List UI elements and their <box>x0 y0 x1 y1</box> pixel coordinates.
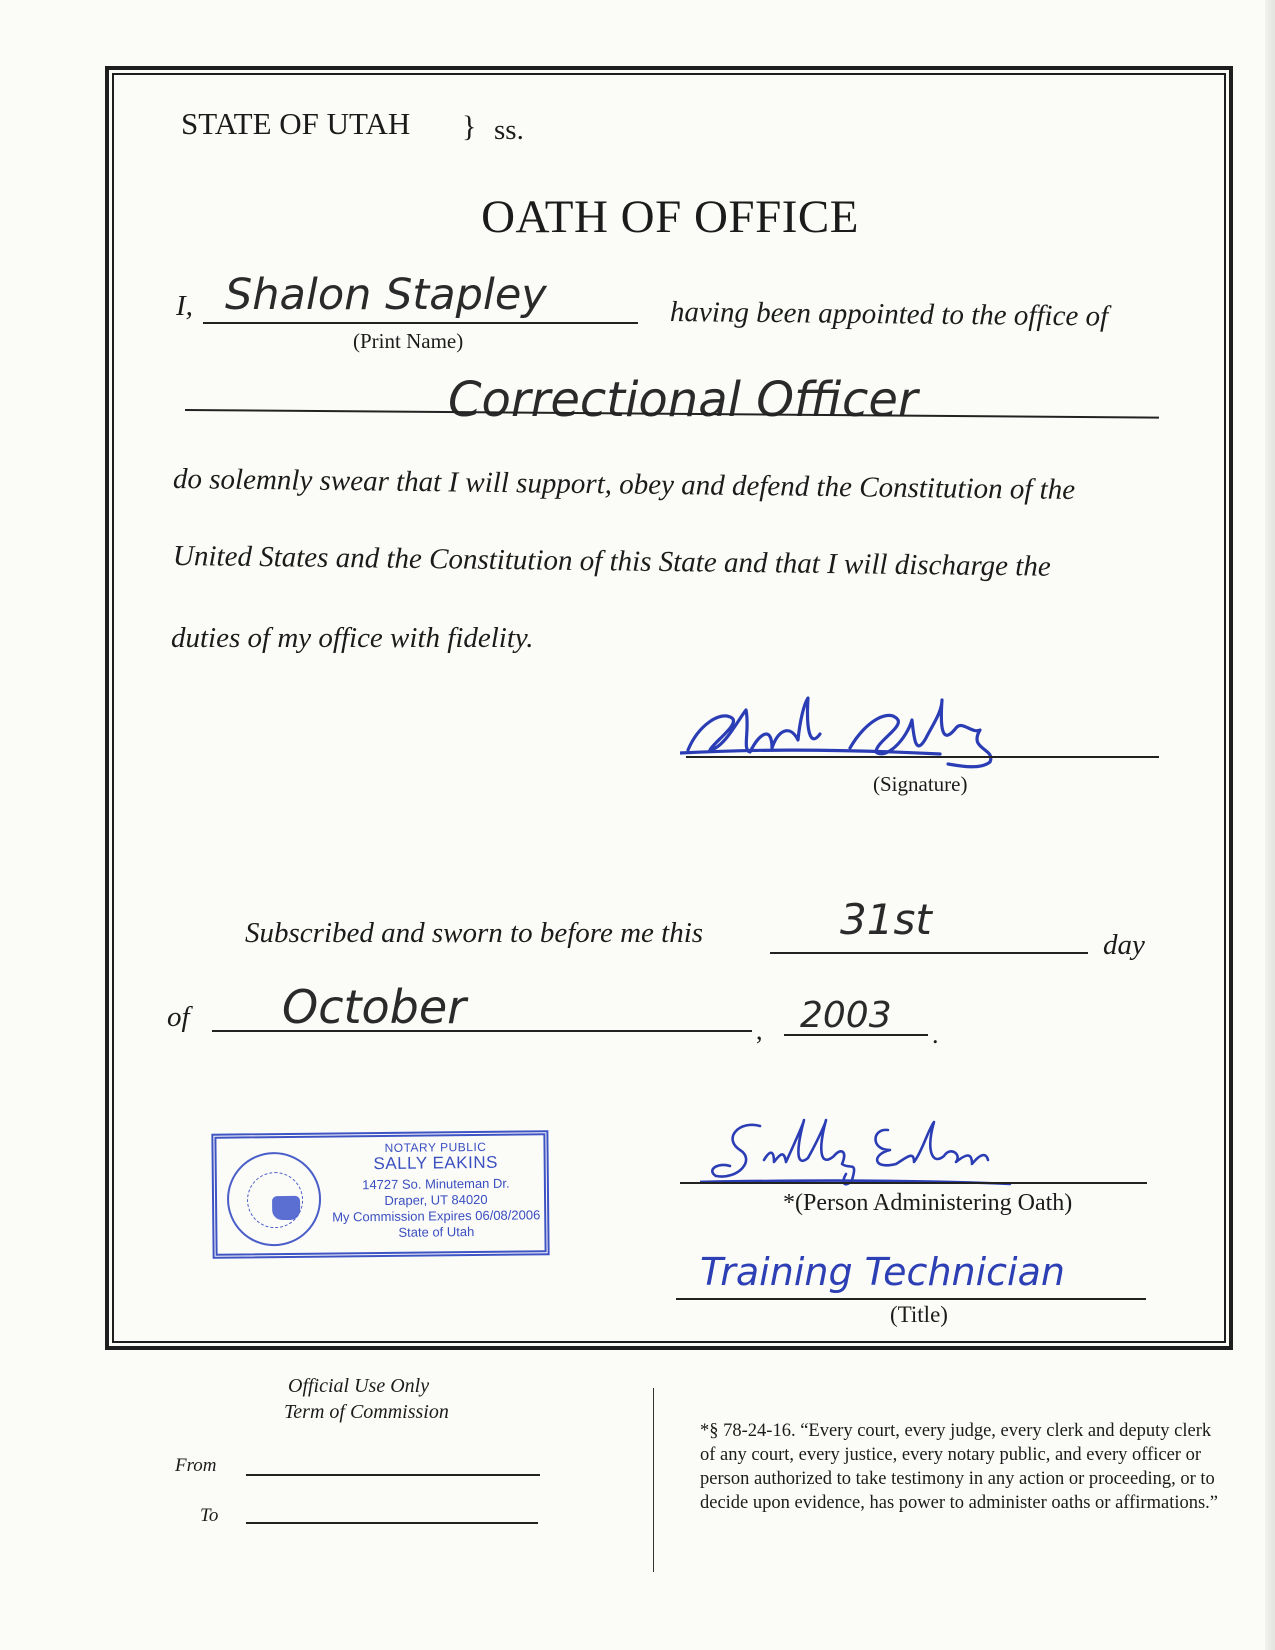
stamp-notary-name: SALLY EAKINS <box>373 1152 498 1174</box>
oath-text-line-2: United States and the Constitution of this State and that I will discharge the <box>172 540 1051 583</box>
title-caption: (Title) <box>890 1302 948 1327</box>
administrator-caption: *(Person Administering Oath) <box>783 1190 1073 1216</box>
oath-text-line-3: duties of my office with fidelity. <box>171 622 534 654</box>
handwritten-month: October <box>282 980 467 1034</box>
page-edge-shadow <box>1265 0 1275 1650</box>
state-brace: } <box>462 110 477 143</box>
footer-divider <box>653 1388 654 1572</box>
day-line <box>770 952 1088 954</box>
from-line <box>246 1474 540 1476</box>
handwritten-office: Correctional Officer <box>448 372 918 428</box>
day-label: day <box>1103 929 1145 961</box>
officer-signature <box>680 690 1020 780</box>
pronoun-i: I, <box>176 290 193 322</box>
date-period: . <box>932 1020 939 1049</box>
title-line <box>676 1298 1146 1300</box>
month-line <box>212 1030 752 1032</box>
stamp-commission-expiry: My Commission Expires 06/08/2006 <box>332 1207 541 1225</box>
stamp-line-1: NOTARY PUBLIC <box>384 1139 487 1155</box>
handwritten-title: Training Technician <box>700 1250 1065 1294</box>
stamp-state: State of Utah <box>398 1224 475 1240</box>
stamp-address: 14727 So. Minuteman Dr. <box>362 1175 510 1193</box>
state-seal-icon <box>227 1152 322 1247</box>
handwritten-day: 31st <box>840 895 932 944</box>
subscribed-text: Subscribed and sworn to before me this <box>245 917 704 949</box>
handwritten-year: 2003 <box>800 995 892 1036</box>
state-heading: STATE OF UTAH <box>181 106 411 141</box>
date-comma: , <box>756 1016 763 1045</box>
ss-abbreviation: ss. <box>494 114 524 146</box>
signature-caption: (Signature) <box>873 772 968 796</box>
oath-text-line-1: do solemnly swear that I will support, obey and defend the Constitution of the <box>172 463 1076 507</box>
to-line <box>246 1522 538 1524</box>
print-name-caption: (Print Name) <box>353 329 464 353</box>
handwritten-name: Shalon Stapley <box>225 270 547 320</box>
signature-line <box>686 756 1159 758</box>
year-line <box>784 1034 928 1036</box>
document-title: OATH OF OFFICE <box>481 191 859 243</box>
name-line <box>203 322 638 324</box>
appointed-text: having been appointed to the office of <box>669 296 1109 333</box>
of-label: of <box>167 1001 190 1033</box>
statute-footnote: *§ 78-24-16. “Every court, every judge, every clerk and deputy clerk of any court, every justice, every notary public, and every officer or person authorized to take testimony in any action or proceeding, or to decide upon evidence, has power to administer oaths or affirmations.” <box>700 1421 1219 1513</box>
term-of-commission-heading: Term of Commission <box>284 1401 449 1423</box>
official-use-heading: Official Use Only <box>288 1375 430 1397</box>
administrator-line <box>680 1182 1147 1184</box>
administrator-signature <box>700 1110 1080 1190</box>
notary-stamp <box>211 1130 549 1259</box>
to-label: To <box>200 1505 219 1526</box>
from-label: From <box>175 1455 217 1476</box>
stamp-city: Draper, UT 84020 <box>384 1191 488 1208</box>
